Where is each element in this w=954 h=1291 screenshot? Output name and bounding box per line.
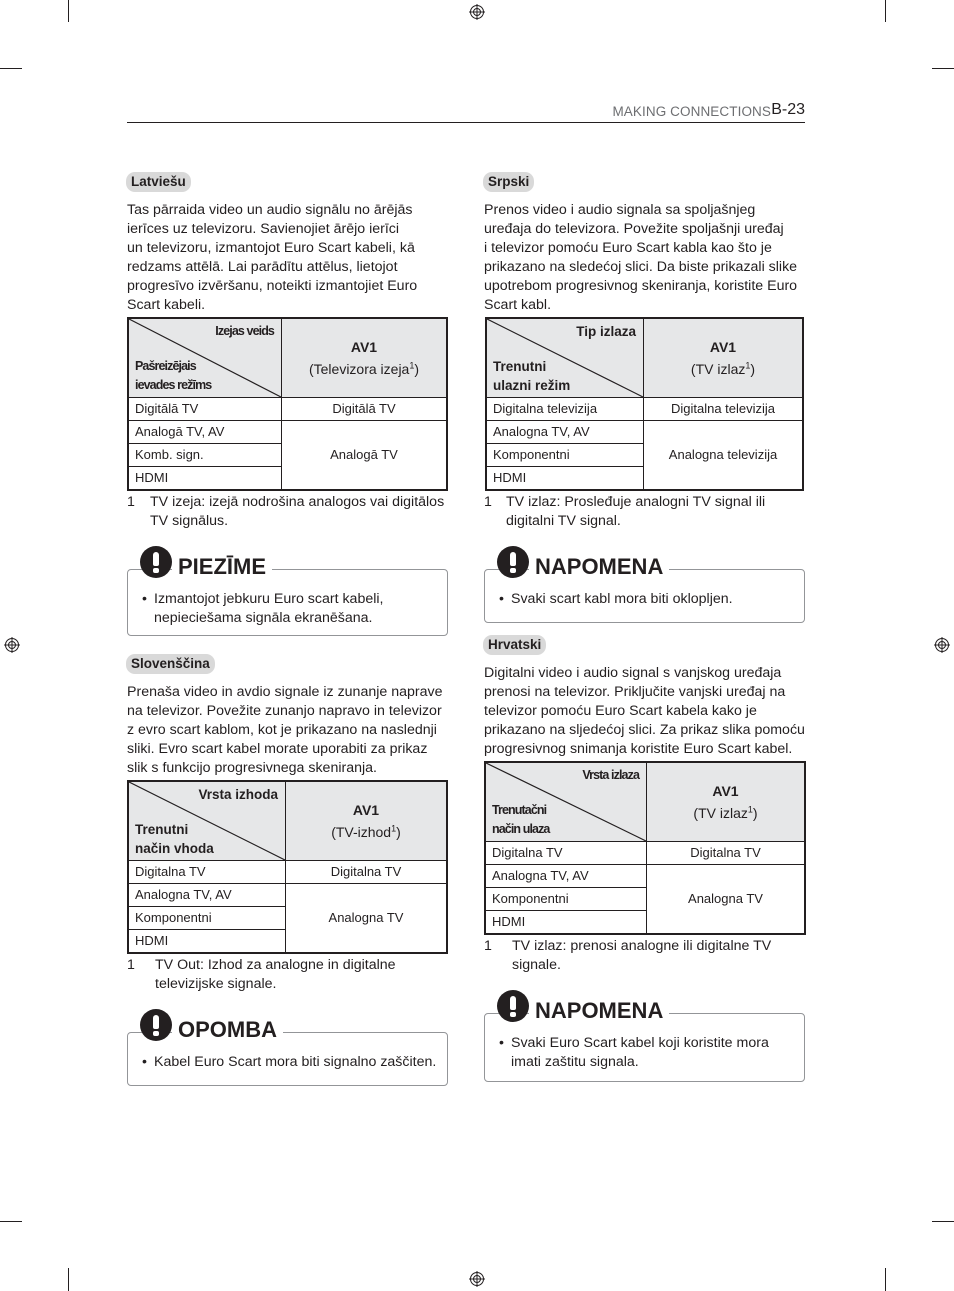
av1-header: AV1 (TV-izhod$^1$) (286, 781, 448, 861)
latvian-connection-table (127, 317, 448, 491)
table-row: HDMI (486, 467, 803, 491)
table-row: Analogna TV, AV Analogna televizija (486, 421, 803, 444)
slovenian-description: Prenaša video in avdio signale iz zunanje naprave na televizor. Povežite zunanjo napravo in televizor z evro scart kablom, kot je prikazano na naslednji sliki. Evro scart kabel morate uporabiti za prikaz slik s funkcijo progresivnega skeniranja. (127, 684, 443, 776)
exclamation-icon (497, 990, 529, 1022)
note-text: • Izmantojot jebkuru Euro scart kabeli, nepieciešama signāla ekranēšana. (142, 591, 384, 626)
slovenian-connection-table (127, 780, 448, 954)
table-row: Analogā TV, AV Analogā TV (128, 421, 447, 444)
exclamation-icon (497, 546, 529, 578)
serbian-description: Prenos video i audio signala sa spoljašnjeg uređaja do televizora. Povežite spoljašnji uređaj i televizor pomoću Euro Scart kabla kao što je prikazano na sledećoj slici. Da biste prikazali slike upotrebom progresivnog skeniranja, koristite Euro Scart kabl. (484, 202, 798, 313)
latvian-footnote: 1 TV izeja: izejā nodrošina analogos vai digitālos TV signālus. (127, 494, 445, 529)
input-mode-label: Trenutni ulazni režim (493, 359, 571, 393)
table-row: Digitalna TV Digitalna TV (128, 861, 447, 884)
input-mode-label: Trenutačni način ulaza (492, 803, 550, 836)
crop-mark (885, 0, 886, 22)
language-label-latvian: Latviešu (126, 172, 191, 192)
table-row: Komponentni (485, 888, 805, 911)
note-text: • Svaki Euro Scart kabel koji koristite mora imati zaštitu signala. (499, 1035, 769, 1070)
croatian-connection-table (484, 761, 806, 935)
note-box-croatian (484, 998, 805, 1082)
table-row: HDMI (485, 911, 805, 935)
registration-mark-icon (4, 637, 20, 653)
table-row: Analogna TV, AV Analogna TV (485, 865, 805, 888)
note-title: NAPOMENA (529, 555, 669, 579)
crop-mark (0, 1221, 22, 1222)
crop-mark (0, 68, 22, 69)
crop-mark (932, 1221, 954, 1222)
output-type-label: Vrsta izhoda (198, 787, 278, 802)
slovenian-footnote: 1 TV Out: Izhod za analogne in digitalne televizijske signale. (127, 957, 396, 992)
note-text: • Kabel Euro Scart mora biti signalno zaščiten. (142, 1054, 437, 1070)
table-row: Analogna TV, AV Analogna TV (128, 884, 447, 907)
output-type-label: Vrsta izlaza (582, 768, 639, 782)
table-row: Digitalna TV Digitalna TV (485, 842, 805, 865)
input-mode-label: Pašreizējais ievades režīms (135, 359, 212, 392)
note-title: OPOMBA (172, 1018, 283, 1042)
crop-mark (885, 1268, 886, 1291)
table-row: Komb. sign. (128, 444, 447, 467)
output-type-label: Tip izlaza (576, 324, 636, 339)
output-type-label: Izejas veids (215, 324, 274, 338)
note-title: PIEZĪME (172, 555, 272, 579)
exclamation-icon (140, 546, 172, 578)
crop-mark (932, 68, 954, 69)
language-label-slovenian: Slovenščina (126, 654, 215, 674)
av1-header: AV1 (TV izlaz$^1$) (647, 762, 806, 842)
diagonal-header-cell (485, 762, 647, 842)
input-mode-label: Trenutni način vhoda (135, 822, 214, 856)
registration-mark-icon (469, 4, 485, 20)
language-label-serbian: Srpski (483, 172, 534, 192)
crop-mark (68, 1268, 69, 1291)
av1-header: AV1 (Televizora izeja$^1$) (282, 318, 448, 398)
section-title: MAKING CONNECTIONS (612, 104, 771, 119)
table-row: HDMI (128, 467, 447, 491)
table-row: Komponentni (128, 907, 447, 930)
table-row: Digitalna televizija Digitalna televizija (486, 398, 803, 421)
serbian-footnote: 1 TV izlaz: Prosleđuje analogni TV signal ili digitalni TV signal. (484, 494, 766, 529)
av1-header: AV1 (TV izlaz$^1$) (644, 318, 804, 398)
latvian-description: Tas pārraida video un audio signālu no ārējās ierīces uz televizoru. Savienojiet ārējo ierīci un televizoru, izmantojot Euro Scart kabeli, kā redzams attēlā. Lai parādītu attēlus, lietojot progresīvo izvēršanu, noteikti izmantojiet Euro Scart kabeli. (127, 202, 418, 313)
note-box-serbian (484, 554, 805, 623)
note-title: NAPOMENA (529, 999, 669, 1023)
croatian-description: Digitalni video i audio signal s vanjskog uređaja prenosi na televizor. Priključite vanjski uređaj na televizor pomoću Euro Scart kabela kako je prikazano na sljedećoj slici. Za prikaz slika pomoću progresivnog snimanja koristite Euro Scart kabel. (484, 665, 805, 757)
exclamation-icon (140, 1009, 172, 1041)
table-row: Digitālā TV Digitālā TV (128, 398, 447, 421)
note-box-slovenian (127, 1017, 448, 1086)
note-box-latvian (127, 554, 448, 636)
registration-mark-icon (469, 1271, 485, 1287)
page-number: B-23 (771, 101, 805, 118)
diagonal-header-cell (486, 318, 644, 398)
language-label-croatian: Hrvatski (483, 635, 546, 655)
crop-mark (68, 0, 69, 22)
registration-mark-icon (934, 637, 950, 653)
page-header (127, 100, 805, 123)
table-row: Komponentni (486, 444, 803, 467)
diagonal-header-cell (128, 781, 286, 861)
table-row: HDMI (128, 930, 447, 954)
note-text: • Svaki scart kabl mora biti oklopljen. (499, 591, 733, 607)
croatian-footnote: 1 TV izlaz: prenosi analogne ili digitalne TV signale. (484, 938, 772, 973)
diagonal-header-cell (128, 318, 282, 398)
serbian-connection-table (485, 317, 804, 491)
